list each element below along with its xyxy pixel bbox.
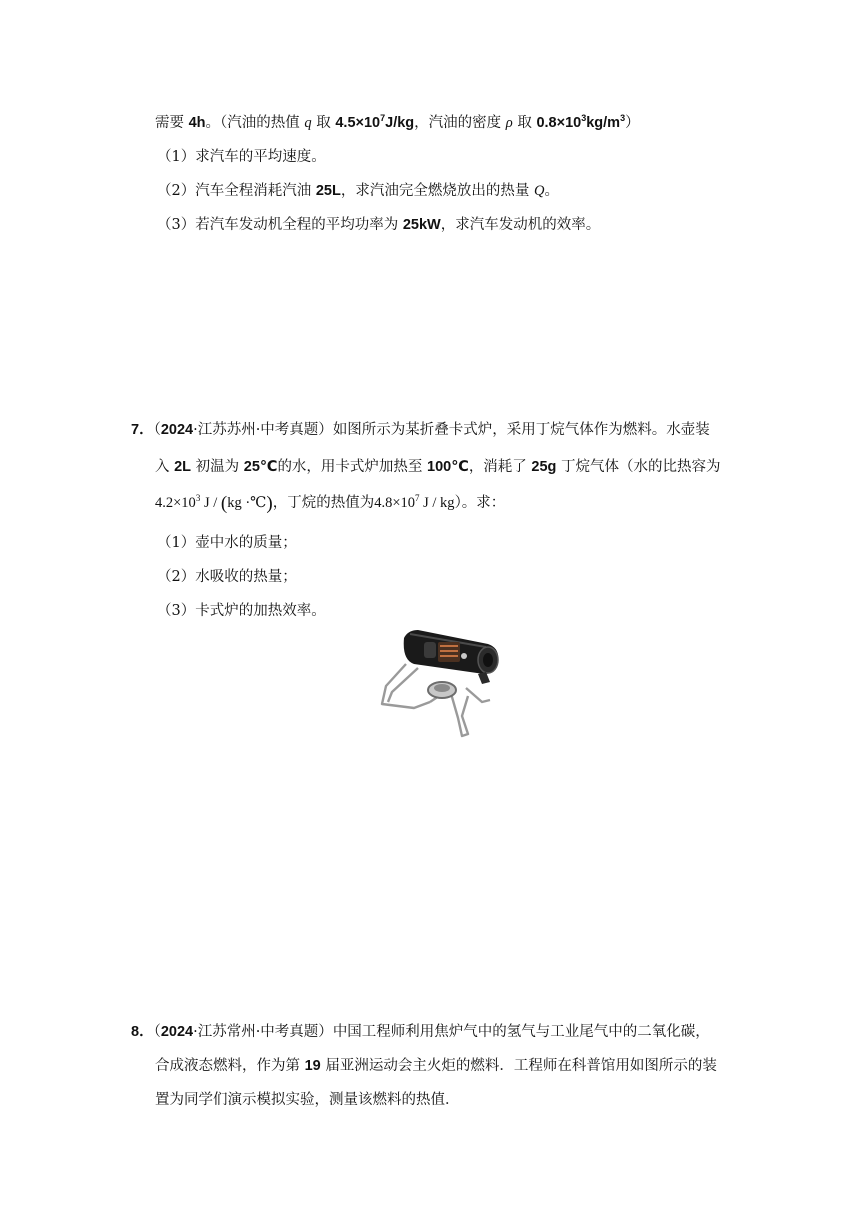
q7-line1: 7．（2024·江苏苏州·中考真题）如图所示为某折叠卡式炉，采用丁烷气体作为燃料。水壶装 [131,422,710,438]
q8-line1: 8．（2024·江苏常州·中考真题）中国工程师利用焦炉气中的氢气与工业尾气中的二氧化碳， [131,1024,710,1040]
q6-sub2: （2）汽车全程消耗汽油 25L，求汽油完全燃烧放出的热量 Q。 [157,183,559,199]
q7-sub2: （2）水吸收的热量； [157,569,297,585]
folding-cassette-stove-image [378,624,502,742]
q8-line3: 置为同学们演示模拟实验，测量该燃料的热值． [155,1092,460,1108]
q6-sub1: （1）求汽车的平均速度。 [157,149,326,165]
q7-sub1: （1）壶中水的质量； [157,535,297,551]
q7-line3: $4.2\times 10^3$ J / (kg ·℃)，丁烷的热值为$4.8\times 10^7$ J / kg）。求： [155,493,506,514]
right-paren-glyph: ) [266,493,273,514]
q7-line2: 入 2L 初温为 25℃的水，用卡式炉加热至 100℃，消耗了 25g 丁烷气体（水的比热容为 [155,459,721,475]
q7-sub3: （3）卡式炉的加热效率。 [157,603,326,619]
q6-intro-line: 需要 4h。（汽油的热值 q 取 $4.5\times 10^7J/kg$，汽油的密度 ρ 取 $0.8\times 10^3kg/m^3$） [155,113,640,131]
q6-sub3: （3）若汽车发动机全程的平均功率为 25kW，求汽车发动机的效率。 [157,217,601,233]
q8-line2: 合成液态燃料，作为第 19 届亚洲运动会主火炬的燃料．工程师在科普馆用如图所示的装 [155,1058,717,1074]
left-paren-glyph: ( [220,493,228,514]
